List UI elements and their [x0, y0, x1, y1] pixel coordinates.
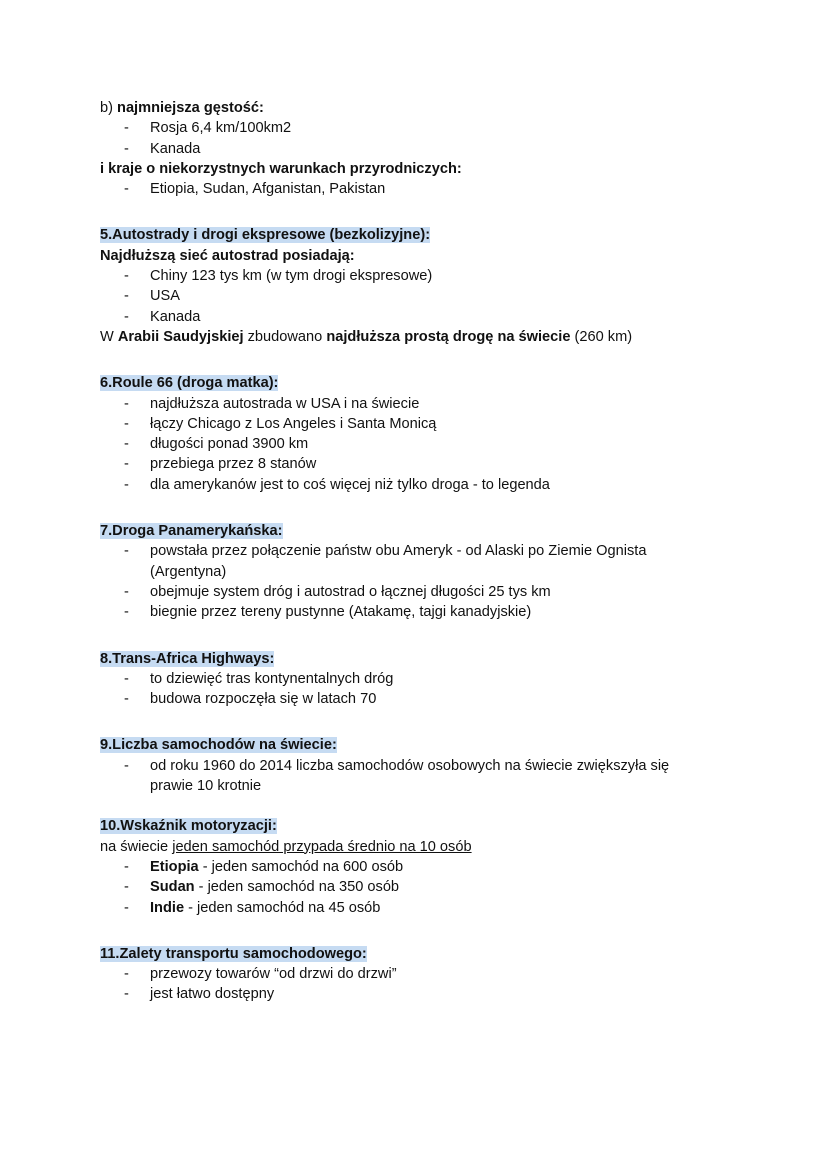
- section-b-title-text: najmniejsza gęstość:: [117, 100, 264, 116]
- spacer: [100, 709, 740, 735]
- spacer: [100, 623, 740, 649]
- list-item-text: Chiny 123 tys km (w tym drogi ekspresowe): [150, 268, 433, 285]
- country-name: Etiopia: [150, 858, 199, 875]
- bullet-dash: -: [124, 308, 129, 325]
- list-item: [100, 307, 740, 327]
- bullet-dash: -: [124, 288, 129, 305]
- bullet-dash: -: [124, 986, 129, 1003]
- bullet-dash: -: [124, 436, 129, 453]
- list-item-text: przewozy towarów “od drzwi do drzwi”: [150, 966, 397, 983]
- list-item-text: - jeden samochód na 45 osób: [184, 899, 381, 916]
- document-content: [100, 98, 740, 1005]
- list-item: [100, 602, 740, 622]
- list-item: [100, 541, 740, 561]
- section-b-subtitle: i kraje o niekorzystnych warunkach przyrodniczych:: [100, 160, 462, 177]
- section-5-heading: 5.Autostrady i drogi ekspresowe (bezkolizyjne):: [100, 227, 431, 244]
- list-item-text: dla amerykanów jest to coś więcej niż tylko droga - to legenda: [150, 476, 550, 493]
- list-item-text: budowa rozpoczęła się w latach 70: [150, 691, 377, 708]
- section-8-heading: 8.Trans-Africa Highways:: [100, 650, 275, 667]
- list-item-continuation: [100, 776, 740, 796]
- list-item-continuation: [100, 562, 740, 582]
- bullet-dash: -: [124, 456, 129, 473]
- list-item: [100, 139, 740, 159]
- section-7-heading: 7.Droga Panamerykańska:: [100, 523, 283, 540]
- section-6-heading: 6.Roule 66 (droga matka):: [100, 375, 279, 392]
- list-item-text: najdłuższa autostrada w USA i na świecie: [150, 395, 420, 412]
- list-item: [100, 582, 740, 602]
- section-5-note: [100, 327, 740, 347]
- section-11-heading: 11.Zalety transportu samochodowego:: [100, 945, 367, 962]
- section-10-heading: 10.Wskaźnik motoryzacji:: [100, 818, 277, 835]
- list-item-text: długości ponad 3900 km: [150, 436, 309, 453]
- bullet-dash: -: [124, 120, 129, 137]
- list-item-text: Kanada: [150, 308, 201, 325]
- note-text: (260 km): [570, 328, 633, 345]
- list-item: [100, 266, 740, 286]
- spacer: [100, 199, 740, 225]
- list-item-text: biegnie przez tereny pustynne (Atakamę, tajgi kanadyjskie): [150, 604, 532, 621]
- bullet-dash: -: [124, 879, 129, 896]
- list-item-text: to dziewięć tras kontynentalnych dróg: [150, 670, 394, 687]
- list-item: [100, 964, 740, 984]
- list-item: [100, 877, 740, 897]
- list-item-text: jest łatwo dostępny: [150, 986, 275, 1003]
- list-item: [100, 414, 740, 434]
- list-item-text: Etiopia, Sudan, Afganistan, Pakistan: [150, 181, 386, 198]
- note-text: W: [100, 328, 118, 345]
- list-item-text: od roku 1960 do 2014 liczba samochodów osobowych na świecie zwiększyła się: [150, 757, 670, 774]
- spacer: [100, 918, 740, 944]
- bullet-dash: -: [124, 604, 129, 621]
- list-item-text: USA: [150, 288, 181, 305]
- bullet-dash: -: [124, 966, 129, 983]
- section-b-prefix: b): [100, 100, 118, 116]
- country-name: Indie: [150, 899, 185, 916]
- list-item: [100, 475, 740, 495]
- note-bold: najdłuższa prostą drogę na świecie: [326, 328, 571, 345]
- list-item-text: przebiega przez 8 stanów: [150, 456, 317, 473]
- bullet-dash: -: [124, 268, 129, 285]
- bullet-dash: -: [124, 858, 129, 875]
- spacer: [100, 796, 740, 816]
- spacer: [100, 347, 740, 373]
- bullet-dash: -: [124, 415, 129, 432]
- list-item-text: łączy Chicago z Los Angeles i Santa Monicą: [150, 415, 437, 432]
- section-5-lead: Najdłuższą sieć autostrad posiadają:: [100, 247, 355, 264]
- list-item: [100, 434, 740, 454]
- list-item: [100, 756, 740, 776]
- bullet-dash: -: [124, 670, 129, 687]
- list-item: [100, 394, 740, 414]
- note-bold: Arabii Saudyjskiej: [117, 328, 244, 345]
- lead-underlined-text: jeden samochód przypada średnio na 10 osób: [172, 838, 472, 855]
- bullet-dash: -: [124, 140, 129, 157]
- bullet-dash: -: [124, 583, 129, 600]
- section-9-heading: 9.Liczba samochodów na świecie:: [100, 737, 337, 754]
- list-item-text: obejmuje system dróg i autostrad o łącznej długości 25 tys km: [150, 583, 551, 600]
- list-item: [100, 118, 740, 138]
- list-item: [100, 984, 740, 1004]
- list-item-text: - jeden samochód na 600 osób: [198, 858, 404, 875]
- list-item-text: (Argentyna): [150, 563, 227, 580]
- list-item-text: Kanada: [150, 140, 201, 157]
- bullet-dash: -: [124, 181, 129, 198]
- list-item-text: Rosja 6,4 km/100km2: [150, 120, 292, 137]
- section-b-title: [100, 98, 740, 118]
- lead-text: na świecie: [100, 838, 173, 855]
- bullet-dash: -: [124, 691, 129, 708]
- list-item-text: - jeden samochód na 350 osób: [194, 879, 400, 896]
- bullet-dash: -: [124, 476, 129, 493]
- list-item: [100, 857, 740, 877]
- country-name: Sudan: [150, 879, 195, 896]
- bullet-dash: -: [124, 757, 129, 774]
- list-item: [100, 286, 740, 306]
- list-item: [100, 689, 740, 709]
- list-item: [100, 898, 740, 918]
- list-item: [100, 179, 740, 199]
- bullet-dash: -: [124, 543, 129, 560]
- section-10-lead: [100, 837, 740, 857]
- bullet-dash: -: [124, 395, 129, 412]
- bullet-dash: -: [124, 899, 129, 916]
- list-item-text: prawie 10 krotnie: [150, 778, 262, 795]
- spacer: [100, 495, 740, 521]
- list-item-text: powstała przez połączenie państw obu Ameryk - od Alaski po Ziemie Ognista: [150, 543, 647, 560]
- list-item: [100, 454, 740, 474]
- list-item: [100, 669, 740, 689]
- note-text: zbudowano: [243, 328, 327, 345]
